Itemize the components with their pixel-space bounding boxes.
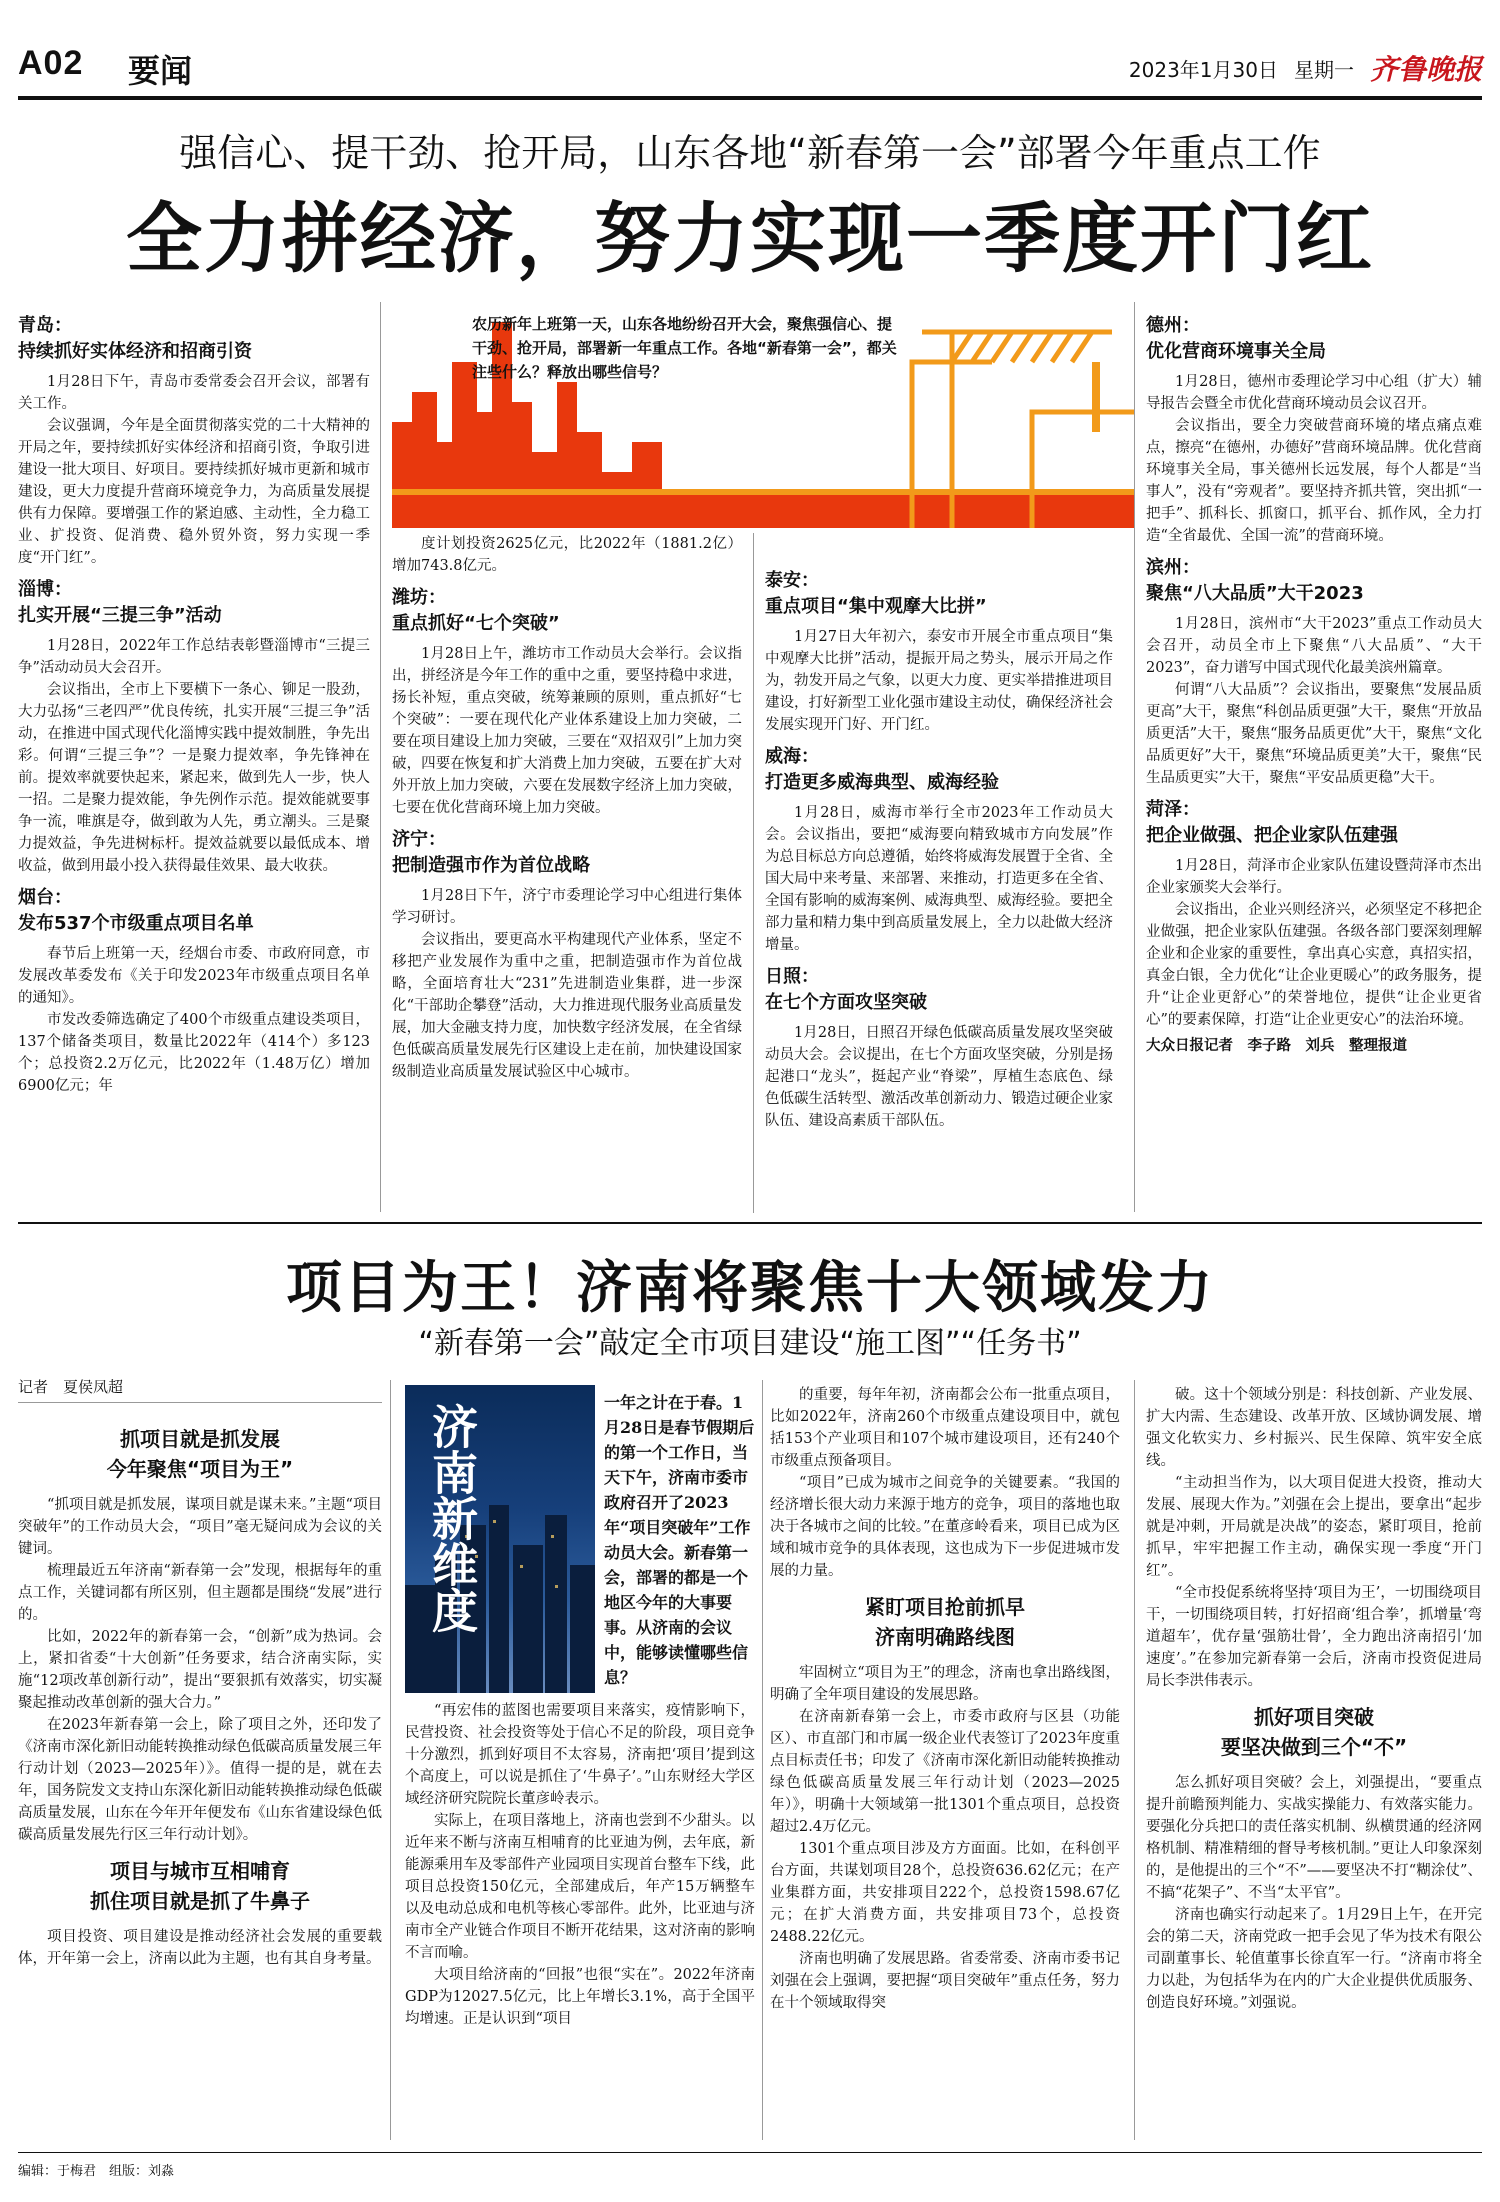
story2-lede: 一年之计在于春。1月28日是春节假期后的第一个工作日，当天下午，济南市委市政府召开了2023年“项目突破年”工作动员大会。新春第一会，部署的都是一个地区今年的大事要事。从济南的会议中，能够读懂哪些信息？ [604,1393,755,1687]
column-divider [753,533,754,1213]
body-paragraph: 大项目给济南的“回报”也很“实在”。2022年济南GDP为12027.5亿元，比上年增长3.1%，高于全国平均增速。正是认识到“项目 [405,1967,755,2027]
section-headline: 重点项目“集中观摩大比拼” [765,596,987,617]
body-paragraph: 市发改委筛选确定了400个市级重点建设类项目，137个储备类项目，数量比2022年（414个）多123个；总投资2.2万亿元，比2022年（1.48万亿）增加6900亿元；年 [18,1012,370,1094]
body-paragraph: “再宏伟的蓝图也需要项目来落实，疫情影响下，民营投资、社会投资等处于信心不足的阶段，项目竞争十分激烈，抓到好项目不太容易，济南把‘项目’提到这个高度上，可以说是抓住了‘牛鼻子’。”山东财经大学区域经济研究院院长董彦岭表示。 [405,1703,755,1807]
editor-credit: 编辑：于梅君 组版：刘淼 [18,2164,175,2179]
photo-caption: 济南新维度 [425,1403,479,1633]
city-label: 滨州： [1146,557,1200,578]
body-paragraph: 会议指出，全市上下要横下一条心、铆足一股劲，大力弘扬“三老四严”优良传统，扎实开展“三提三争”活动，在推进中国式现代化淄博实践中提效制胜，争先出彩。何谓“三提三争”？一是聚力提效率，争先锋神在前。提效率就要快起来，紧起来，做到先人一步，快人一招。二是聚力提效能，争先例作示范。提效能就要事争一流，唯旗是夺，做到敢为人先，勇立潮头。三是聚力提效益，争先进树标杆。提效益就要以最低成本、增收益，做到用最小投入获得最佳效果、最大收获。 [18,682,370,874]
section-headline: 抓项目就是抓发展 今年聚焦“项目为王” [106,1427,294,1481]
story2-column-4 [1146,1384,1482,2014]
body-paragraph: 1月28日，滨州市“大干2023”重点工作动员大会召开，动员全市上下聚焦“八大品质”、“大干2023”，奋力谱写中国式现代化最美滨州篇章。 [1146,616,1482,676]
body-paragraph: 1月28日，威海市举行全市2023年工作动员大会。会议指出，要把“威海要向精致城市方向发展”作为总目标总方向总遵循，始终将威海发展置于全省、全国大局中来考量、来部署、来推动，打造更多在全省、全国有影响的威海案例、威海典型、威海经验。要把全部力量和精力集中到高质量发展上，全力以赴做大经济增量。 [765,805,1113,953]
body-paragraph: 1月28日，日照召开绿色低碳高质量发展攻坚突破动员大会。会议提出，在七个方面攻坚突破，分别是扬起港口“龙头”，挺起产业“脊梁”，厚植生态底色、绿色低碳生活转型、激活改革创新动力、锻造过硬企业家队伍、建设高素质干部队伍。 [765,1025,1113,1129]
column-divider [390,1380,391,2140]
body-paragraph: 1月28日，德州市委理论学习中心组（扩大）辅导报告会暨全市优化营商环境动员会议召开。 [1146,374,1482,412]
body-paragraph: 在2023年新春第一会上，除了项目之外，还印发了《济南市深化新旧动能转换推动绿色低碳高质量发展三年行动计划（2023—2025年）》。值得一提的是，就在去年，国务院发文支持山东深化新旧动能转换推动绿色低碳高质量发展，山东在今年开年便发布《山东省建设绿色低碳高质量发展先行区三年行动计划》。 [18,1717,382,1843]
city-label: 德州： [1146,315,1200,336]
body-paragraph: 在济南新春第一会上，市委市政府与区县（功能区）、市直部门和市属一级企业代表签订了2023年度重点目标责任书；印发了《济南市深化新旧动能转换推动绿色低碳高质量发展三年行动计划（2023—2025年）》，明确十大领域第一批1301个重点项目，总投资超过2.4万亿元。 [770,1709,1120,1835]
section-headline: 优化营商环境事关全局 [1146,341,1326,362]
section-headline: 把制造强市作为首位战略 [392,855,590,876]
body-paragraph: 梳理最近五年济南“新春第一会”发现，根据每年的重点工作，关键词都有所区别，但主题都是围绕“发展”进行的。 [18,1563,382,1623]
section-headline: 重点抓好“七个突破” [392,613,560,634]
section-headline: 项目与城市互相哺育 抓住项目就是抓了牛鼻子 [90,1859,310,1913]
city-label: 青岛： [18,315,72,336]
body-paragraph: 会议指出，要更高水平构建现代产业体系，坚定不移把产业发展作为重中之重，把制造强市作为首位战略，全面培育壮大“231”先进制造业集群，进一步深化“干部助企攀登”活动，大力推进现代服务业高质量发展，加大金融支持力度，加快数字经济发展，在全省绿色低碳高质量发展先行区建设上走在前，加快建设国家级制造业高质量发展试验区中心城市。 [392,932,742,1080]
section-headline: 在七个方面攻坚突破 [765,992,927,1013]
body-paragraph: 1月28日，菏泽市企业家队伍建设暨菏泽市杰出企业家颁奖大会举行。 [1146,858,1482,896]
intro-graphic [392,302,1134,528]
issue-weekday: 星期一 [1293,57,1354,82]
section-headline: 紧盯项目抢前抓早 济南明确路线图 [865,1595,1025,1649]
city-label: 潍坊： [392,587,446,608]
body-paragraph: 1301个重点项目涉及方方面面。比如，在科创平台方面，共谋划项目28个，总投资636.62亿元；在产业集群方面，共安排项目222个，总投资1598.67亿元；在扩大消费方面，共安排项目73个，总投资2488.22亿元。 [770,1841,1120,1945]
header-right [1129,48,1482,88]
issue-date: 2023年1月30日 [1128,57,1278,82]
column-divider [380,302,381,1212]
body-paragraph: 济南也确实行动起来了。1月29日上午，在开完会的第二天，济南党政一把手会见了华为技术有限公司副董事长、轮值董事长徐直军一行。“济南市将全力以赴，为包括华为在内的广大企业提供优质服务、创造良好环境。”刘强说。 [1146,1907,1482,2011]
body-paragraph: 项目投资、项目建设是推动经济社会发展的重要载体，开年第一会上，济南以此为主题，也有其自身考量。 [18,1929,382,1967]
body-paragraph: “项目”已成为城市之间竞争的关键要素。“我国的经济增长很大动力来源于地方的竞争，项目的落地也取决于各城市之间的比较。”在董彦岭看来，项目已成为区域和城市竞争的具体表现，这也成为下一步促进城市发展的力量。 [770,1475,1120,1579]
column-divider [1134,1380,1135,2140]
city-label: 泰安： [765,570,819,591]
story1-intro: 农历新年上班第一天，山东各地纷纷召开大会，聚焦强信心、提干劲、抢开局，部署新一年重点工作。各地“新春第一会”，都关注些什么？释放出哪些信号？ [472,315,897,381]
body-paragraph: 1月28日上午，潍坊市工作动员大会举行。会议指出，拼经济是今年工作的重中之重，要坚持稳中求进，扬长补短，重点突破，统筹兼顾的原则，重点抓好“七个突破”：一要在现代化产业体系建设上加力突破，二要在项目建设上加力突破，三要在“双招双引”上加力突破，四要在恢复和扩大消费上加力突破，五要在扩大对外开放上加力突破，六要在发展数字经济上加力突破，七要在优化营商环境上加力突破。 [392,646,742,816]
column-divider [1134,302,1135,1212]
section-headline: 抓好项目突破 要坚决做到三个“不” [1220,1705,1408,1759]
page-header [18,34,1482,94]
body-paragraph: 1月28日下午，青岛市委常委会召开会议，部署有关工作。 [18,374,370,412]
column-divider [762,1380,763,2140]
newspaper-logo: 齐鲁晚报 [1369,53,1482,86]
body-paragraph: 的重要，每年年初，济南都会公布一批重点项目，比如2022年，济南260个市级重点建设项目中，就包括153个产业项目和107个城市建设项目，还有240个市级重点预备项目。 [770,1387,1120,1469]
body-paragraph: 牢固树立“项目为王”的理念，济南也拿出路线图，明确了全年项目建设的发展思路。 [770,1665,1120,1703]
city-label: 烟台： [18,887,72,908]
city-label: 日照： [765,966,819,987]
body-paragraph: 1月28日，2022年工作总结表彰暨淄博市“三提三争”活动动员大会召开。 [18,638,370,676]
body-paragraph: 会议强调，今年是全面贯彻落实党的二十大精神的开局之年，要持续抓好实体经济和招商引资，争取引进建设一批大项目、好项目。要持续抓好城市更新和城市建设，更大力度提升营商环境竞争力，为高质量发展提供有力保障。要增强工作的紧迫感、主动性，全力稳工业、扩投资、促消费、稳外贸外资，努力实现一季度“开门红”。 [18,418,370,566]
story2-column-1 [18,1414,382,1970]
story2-subtitle: “新春第一会”敲定全市项目建设“施工图”“任务书” [418,1326,1082,1361]
footer-rule [18,2152,1482,2153]
body-paragraph: “全市投促系统将坚持‘项目为王’，一切围绕项目干，一切围绕项目转，打好招商‘组合拳’，抓增量‘弯道超车’，优存量‘强筋壮骨’，全力跑出济南招引‘加速度’。”在参加完新春第一会后，济南市投资促进局局长李洪伟表示。 [1146,1585,1482,1689]
city-label: 济宁： [392,829,446,850]
story2-byline: 记者 夏侯凤超 [18,1378,124,1396]
section-name: 要闻 [128,52,193,90]
story1-column-2 [392,533,742,1083]
city-label: 威海： [765,746,819,767]
story-divider [18,1222,1482,1224]
body-paragraph: 怎么抓好项目突破？会上，刘强提出，“要重点提升前瞻预判能力、实战实操能力、有效落实能力。要强化分兵把口的责任落实机制、纵横贯通的经济网格机制、精准精细的督导考核机制。”更让人印象深刻的，是他提出的三个“不”——要坚决不打“糊涂仗”、不搞“花架子”、不当“太平官”。 [1146,1775,1482,1901]
reporter-credit: 大众日报记者 李子路 刘兵 整理报道 [1146,1037,1407,1054]
body-paragraph: 实际上，在项目落地上，济南也尝到不少甜头。以近年来不断与济南互相哺育的比亚迪为例，去年底，新能源乘用车及零部件产业园项目实现首台整车下线，此项目总投资150亿元，全部建成后，年产15万辆整车以及电动总成和电机等核心零部件。此外，比亚迪与济南市全产业链合作项目不断开花结果，这对济南的影响不言而喻。 [405,1813,755,1961]
story2-column-3 [770,1384,1120,2014]
section-headline: 扎实开展“三提三争”活动 [18,605,222,626]
section-headline: 把企业做强、把企业家队伍建强 [1146,825,1398,846]
section-headline: 打造更多威海典型、威海经验 [765,772,999,793]
byline-rule [18,1402,382,1403]
body-paragraph: 何谓“八大品质”？会议指出，要聚焦“发展品质更高”大干，聚焦“科创品质更强”大干，聚焦“开放品质更活”大干，聚焦“服务品质更优”大干，聚焦“文化品质更好”大干，聚焦“环境品质更美”大干，聚焦“民生品质更实”大干，聚焦“平安品质更稳”大干。 [1146,682,1482,786]
story1-title: 全力拼经济，努力实现一季度开门红 [126,194,1374,283]
section-headline: 持续抓好实体经济和招商引资 [18,341,252,362]
section-headline: 发布537个市级重点项目名单 [18,913,254,934]
city-label: 菏泽： [1146,799,1200,820]
body-paragraph: 1月27日大年初六，泰安市开展全市重点项目“集中观摩大比拼”活动，提振开局之势头，展示开局之作为，勃发开局之气象，以更大力度、更实举措推进项目建设，打好新型工业化强市建设主动仗，确保经济社会发展实现开门好、开门红。 [765,629,1113,733]
body-paragraph: 1月28日下午，济宁市委理论学习中心组进行集体学习研讨。 [392,888,742,926]
story1-pretitle: 强信心、提干劲、抢开局，山东各地“新春第一会”部署今年重点工作 [179,131,1321,175]
city-label: 淄博： [18,579,72,600]
page-number: A02 [18,44,84,82]
body-paragraph: “抓项目就是抓发展，谋项目就是谋未来。”主题“项目突破年”的工作动员大会，“项目”毫无疑问成为会议的关键词。 [18,1497,382,1557]
body-paragraph: 度计划投资2625亿元，比2022年（1881.2亿）增加743.8亿元。 [392,536,742,574]
body-paragraph: 比如，2022年的新春第一会，“创新”成为热词。会上，紧扣省委“十大创新”任务要求，结合济南实际，实施“12项改革创新行动”，提出“要狠抓有效落实，切实凝聚起推动改革创新的强大合力。” [18,1629,382,1711]
body-paragraph: 破。这十个领域分别是：科技创新、产业发展、扩大内需、生态建设、改革开放、区域协调发展、增强文化软实力、乡村振兴、民生保障、筑牢安全底线。 [1146,1387,1482,1469]
body-paragraph: 济南也明确了发展思路。省委常委、济南市委书记刘强在会上强调，要把握“项目突破年”重点任务，努力在十个领域取得突 [770,1951,1120,2011]
section-headline: 聚焦“八大品质”大干2023 [1146,583,1364,604]
body-paragraph: 会议指出，要全力突破营商环境的堵点痛点难点，擦亮“在德州，办德好”营商环境品牌。优化营商环境事关全局，事关德州长远发展，每个人都是“当事人”，没有“旁观者”。要坚持齐抓共管，突出抓“一把手”、抓科长、抓窗口，抓平台、抓作风，全力打造“全省最优、全国一流”的营商环境。 [1146,418,1482,544]
story2-column-2 [405,1700,755,2030]
body-paragraph: 春节后上班第一天，经烟台市委、市政府同意，市发展改革委发布《关于印发2023年市级重点项目名单的通知》。 [18,946,370,1006]
story1-column-1 [18,305,370,1097]
jinan-night-photo [405,1385,595,1693]
body-paragraph: 会议指出，企业兴则经济兴，必须坚定不移把企业做强，把企业家队伍建强。各级各部门要深刻理解企业和企业家的重要性，拿出真心实意，真招实招，真金白银，全力优化“让企业更暖心”的政务服务，提升“让企业更舒心”的荣誉地位，提供“让企业更省心”的要素保障，打造“让企业更安心”的法治环境。 [1146,902,1482,1028]
story1-column-3 [765,560,1113,1132]
header-rule [18,96,1482,100]
body-paragraph: “主动担当作为，以大项目促进大投资，推动大发展、展现大作为。”刘强在会上提出，要拿出“起步就是冲刺，开局就是决战”的姿态，紧盯项目，抢前抓早，牢牢把握工作主动，确保实现一季度“开门红”。 [1146,1475,1482,1579]
story1-column-4 [1146,305,1482,1057]
story2-title: 项目为王！济南将聚焦十大领域发力 [286,1256,1214,1321]
